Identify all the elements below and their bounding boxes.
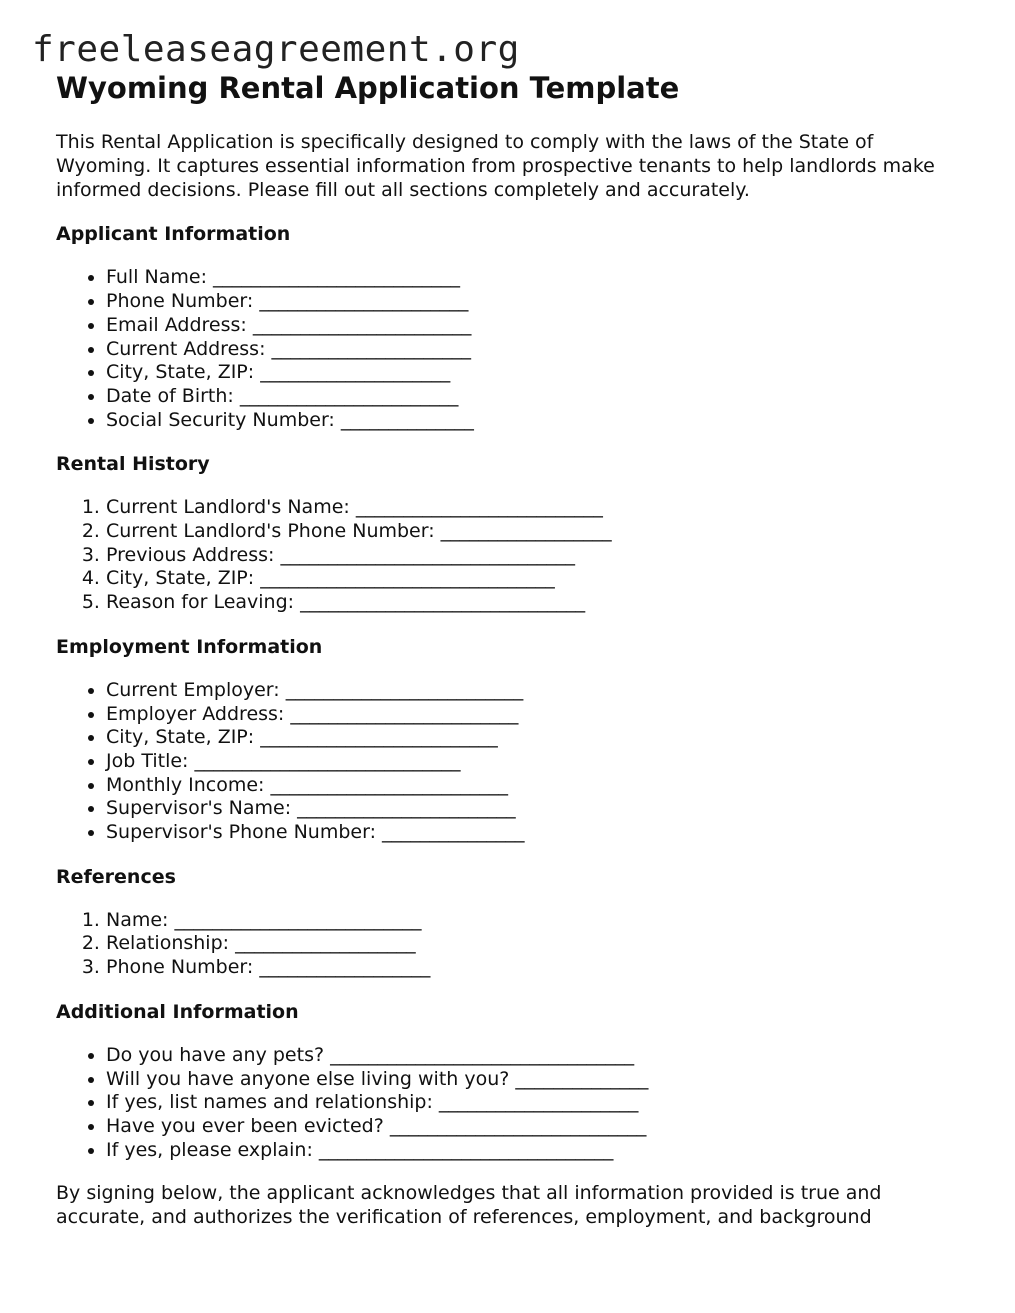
list-item: • Have you ever been evicted? ___________________________ xyxy=(106,1115,956,1139)
list-item: • City, State, ZIP: ____________________ xyxy=(106,361,956,385)
section-title-references: References xyxy=(56,865,176,888)
list-item: • City, State, ZIP: _________________________ xyxy=(106,726,956,750)
applicant-info-list xyxy=(56,266,956,432)
page-title: Wyoming Rental Application Template xyxy=(56,71,680,105)
document-body xyxy=(56,70,956,1230)
list-item: 5. Reason for Leaving: ______________________________ xyxy=(106,591,956,615)
references-list xyxy=(56,909,956,980)
section-title-rental-history: Rental History xyxy=(56,453,210,476)
rental-history-list xyxy=(56,496,956,615)
list-item: • Employer Address: ________________________ xyxy=(106,703,956,727)
list-item: • Current Address: _____________________ xyxy=(106,338,956,362)
section-title-additional: Additional Information xyxy=(56,1000,299,1023)
site-watermark: freeleaseagreement.org xyxy=(32,29,520,70)
list-item: 1. Current Landlord's Name: __________________________ xyxy=(106,496,956,520)
list-item: • Monthly Income: _________________________ xyxy=(106,774,956,798)
list-item: 3. Phone Number: __________________ xyxy=(106,956,956,980)
list-item: • If yes, please explain: _______________________________ xyxy=(106,1139,956,1163)
list-item: • Will you have anyone else living with you? ______________ xyxy=(106,1068,956,1092)
additional-info-list xyxy=(56,1044,956,1163)
list-item: • Date of Birth: _______________________ xyxy=(106,385,956,409)
employment-info-list xyxy=(56,679,956,845)
list-item: • Supervisor's Phone Number: _______________ xyxy=(106,821,956,845)
list-item: 3. Previous Address: _______________________________ xyxy=(106,544,956,568)
list-item: • Email Address: _______________________ xyxy=(106,314,956,338)
list-item: • If yes, list names and relationship: _____________________ xyxy=(106,1091,956,1115)
closing-paragraph: By signing below, the applicant acknowledges that all information provided is true and accurate, and authorizes the verification of references, employment, and background xyxy=(56,1182,882,1229)
list-item: • Job Title: ____________________________ xyxy=(106,750,956,774)
list-item: • Current Employer: _________________________ xyxy=(106,679,956,703)
intro-paragraph: This Rental Application is specifically designed to comply with the laws of the State of Wyoming. It captures essential information from prospective tenants to help landlords make informed decisions. Please fill out all sections completely and accurately. xyxy=(56,131,935,201)
list-item: 1. Name: __________________________ xyxy=(106,909,956,933)
list-item: • Supervisor's Name: _______________________ xyxy=(106,797,956,821)
list-item: 2. Relationship: ___________________ xyxy=(106,932,956,956)
list-item: • Do you have any pets? ________________________________ xyxy=(106,1044,956,1068)
list-item: • Social Security Number: ______________ xyxy=(106,409,956,433)
list-item: 2. Current Landlord's Phone Number: __________________ xyxy=(106,520,956,544)
section-title-applicant: Applicant Information xyxy=(56,223,291,246)
section-title-employment: Employment Information xyxy=(56,635,323,658)
list-item: • Phone Number: ______________________ xyxy=(106,290,956,314)
list-item: • Full Name: __________________________ xyxy=(106,266,956,290)
list-item: 4. City, State, ZIP: _______________________________ xyxy=(106,567,956,591)
